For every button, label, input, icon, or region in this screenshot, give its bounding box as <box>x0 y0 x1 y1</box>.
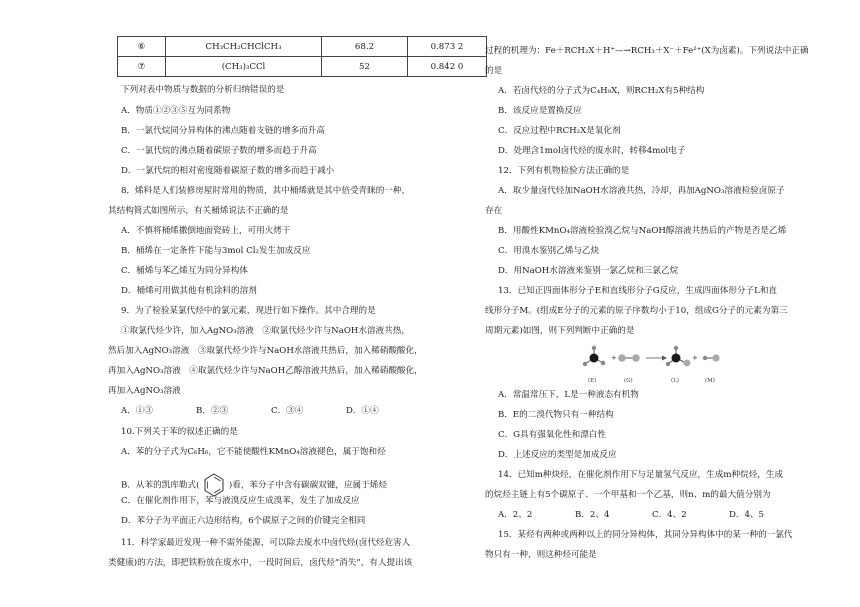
q8-option-b: B．桶烯在一定条件下能与3mol Cl₂发生加成反应 <box>121 246 311 256</box>
q10-option-d: D．苯分子为平面正六边形结构，6个碳原子之间的价键完全相同 <box>121 516 366 526</box>
q13-stem-line1: 13．已知正四面体形分子E和直线形分子G反应，生成四面体形分子L和直 <box>498 286 778 296</box>
q12-option-c: C．用溴水鉴别乙烯与乙炔 <box>498 246 600 256</box>
q8-option-d: D．桶烯可用做其他有机涂料的溶剂 <box>121 286 257 296</box>
q9-step-line2: 然后加入AgNO₃溶液 ③取氯代烃少许与NaOH水溶液共热后，加入稀硝酸酸化， <box>108 346 423 356</box>
q10-option-b-post: )看，苯分子中含有碳碳双键，应属于烯烃 <box>228 480 387 491</box>
q12-option-b: B．用酸性KMnO₄溶液检验溴乙烷与NaOH醇溶液共热后的产物是否是乙烯 <box>498 226 787 236</box>
table-cell-no: ⑦ <box>118 57 166 77</box>
q9-option-d: D．①④ <box>346 406 379 416</box>
table-cell-formula: (CH₃)₃CCl <box>166 57 322 77</box>
q9-option-b: B．②③ <box>196 406 229 416</box>
plus-sign: + <box>611 354 617 362</box>
q11-stem-line2: 类健康)的方法，即把铁粉放在废水中，一段时间后，卤代烃“消失”，有人提出该 <box>108 558 413 568</box>
molecule-m <box>703 354 720 361</box>
q13-option-a: A．常温常压下，L是一种液态有机物 <box>498 390 639 400</box>
q10-option-c: C．在催化剂作用下，苯与液溴反应生成溴苯，发生了加成反应 <box>121 496 360 506</box>
q8-option-a: A．不慎将桶烯撒倒地面瓷砖上，可用火烤干 <box>121 226 291 236</box>
label-l: (L) <box>671 378 679 384</box>
q11-option-a: A．若卤代烃的分子式为C₄H₉X，则RCH₂X有5种结构 <box>498 86 705 96</box>
molecule-g <box>618 354 640 362</box>
q8-stem-line1: 8．烯料是人们装修房屋时常用的物质，其中桶烯就是其中倍受青睐的一种， <box>121 186 411 196</box>
table-cell-no: ⑥ <box>118 37 166 57</box>
q10-stem: 10.下列关于苯的叙述正确的是 <box>121 427 238 437</box>
label-m: (M) <box>705 378 715 384</box>
q12-option-d: D．用NaOH水溶液来鉴别一氯乙烷和三氯乙烷 <box>498 266 679 276</box>
q9-step-line4: 再加入AgNO₃溶液 <box>108 386 181 396</box>
q7-option-b: B．一氯代烷同分异构体的沸点随着支链的增多而升高 <box>121 126 325 136</box>
q11-stem-line1: 11．科学家最近发现一种不需外能源，可以除去废水中卤代烃(卤代烃危害人 <box>121 538 411 548</box>
q7-stem: 下列对表中物质与数据的分析归纳错误的是 <box>121 85 285 95</box>
molecule-e <box>583 346 605 366</box>
q14-stem-line1: 14．已知m种炔烃，在催化剂作用下与足量氢气反应，生成m种烷烃，生成 <box>498 470 784 480</box>
q15-stem-line2: 物只有一种，则这种烃可能是 <box>485 550 597 560</box>
q10-option-b <box>121 473 387 497</box>
q13-option-b: B．E的二溴代物只有一种结构 <box>498 410 614 420</box>
q13-stem-line2: 线形分子M。(组成E分子的元素的原子序数均小于10，组成G分子的元素为第三 <box>485 306 788 316</box>
q11-mechanism-line1: 过程的机理为：Fe＋RCH₂X＋H⁺—→RCH₃＋X⁻＋Fe²⁺(X为卤素)。下列说法中正确 <box>485 46 809 56</box>
q9-step-line1: ①取氯代烃少许，加入AgNO₃溶液 ②取氯代烃少许与NaOH水溶液共热， <box>121 326 410 336</box>
q9-stem: 9．为了检验某氯代烃中的氯元素，现进行如下操作。其中合理的是 <box>121 306 376 316</box>
q7-option-d: D．一氯代烷的相对密度随着碳原子数的增多而趋于减小 <box>121 166 335 176</box>
q8-option-c: C．桶烯与苯乙烯互为同分异构体 <box>121 266 248 276</box>
plus-sign: + <box>692 354 698 362</box>
q14-stem-line2: 的烷烃主链上有5个碳原子、一个甲基和一个乙基，则n、m的最大值分别为 <box>485 490 771 500</box>
q12-option-a-line1: A．取少量卤代烃加NaOH水溶液共热，冷却，再加AgNO₃溶液检验卤原子 <box>498 186 785 196</box>
q11-option-c: C．反应过程中RCH₂X是氧化剂 <box>498 126 621 136</box>
q7-option-a: A．物质①②③⑤互为同系物 <box>121 106 231 116</box>
q13-option-d: D．上述反应的类型是加成反应 <box>498 450 617 460</box>
q10-option-b-pre: B．从苯的凯库勒式( <box>121 480 200 491</box>
data-table <box>117 36 487 77</box>
q9-option-a: A．①③ <box>121 406 153 416</box>
q7-option-c: C．一氯代烷的沸点随着碳原子数的增多而趋于升高 <box>121 146 317 156</box>
q11-option-b: B．该反应是置换反应 <box>498 106 582 116</box>
molecule-reaction-diagram <box>578 345 728 387</box>
q13-option-c: C．G具有强氧化性和漂白性 <box>498 430 606 440</box>
molecule-l <box>666 346 691 367</box>
kekule-benzene-icon <box>203 473 225 497</box>
reaction-arrow <box>646 356 667 361</box>
table-row <box>118 37 487 57</box>
q9-option-c: C．③④ <box>271 406 304 416</box>
q12-stem: 12．下列有机物检验方法正确的是 <box>498 166 630 176</box>
table-cell-density: 0.842 0 <box>408 57 487 77</box>
table-cell-bp: 52 <box>322 57 408 77</box>
q8-stem-line2: 其结构简式如图所示，有关桶烯说法不正确的是 <box>108 206 289 216</box>
q11-mechanism-line2: 的是 <box>485 66 503 76</box>
q11-option-d: D．处理含1mol卤代烃的废水时，转移4mol电子 <box>498 146 686 156</box>
table-cell-density: 0.873 2 <box>408 37 487 57</box>
label-e: (E) <box>588 378 597 384</box>
q10-option-a: A．苯的分子式为C₆H₆，它不能使酸性KMnO₄溶液褪色，属于饱和烃 <box>121 447 386 457</box>
q12-option-a-line2: 存在 <box>485 206 503 216</box>
q14-option-b: B．2、4 <box>575 510 610 520</box>
table-row <box>118 57 487 77</box>
label-g: (G) <box>624 378 633 384</box>
q15-stem-line1: 15．某烃有两种或两种以上的同分异构体，其同分异构体中的某一种的一氯代 <box>498 530 793 540</box>
table-cell-formula: CH₃CH₂CHClCH₃ <box>166 37 322 57</box>
q9-step-line3: 再加入AgNO₃溶液 ④取氯代烃少许与NaOH乙醇溶液共热后，加入稀硝酸酸化， <box>108 366 423 376</box>
q14-option-c: C．4、2 <box>652 510 687 520</box>
table-cell-bp: 68.2 <box>322 37 408 57</box>
q14-option-d: D．4、5 <box>729 510 765 520</box>
q13-stem-line3: 周期元素)如图，则下列判断中正确的是 <box>485 326 635 336</box>
q14-option-a: A．2、2 <box>498 510 533 520</box>
